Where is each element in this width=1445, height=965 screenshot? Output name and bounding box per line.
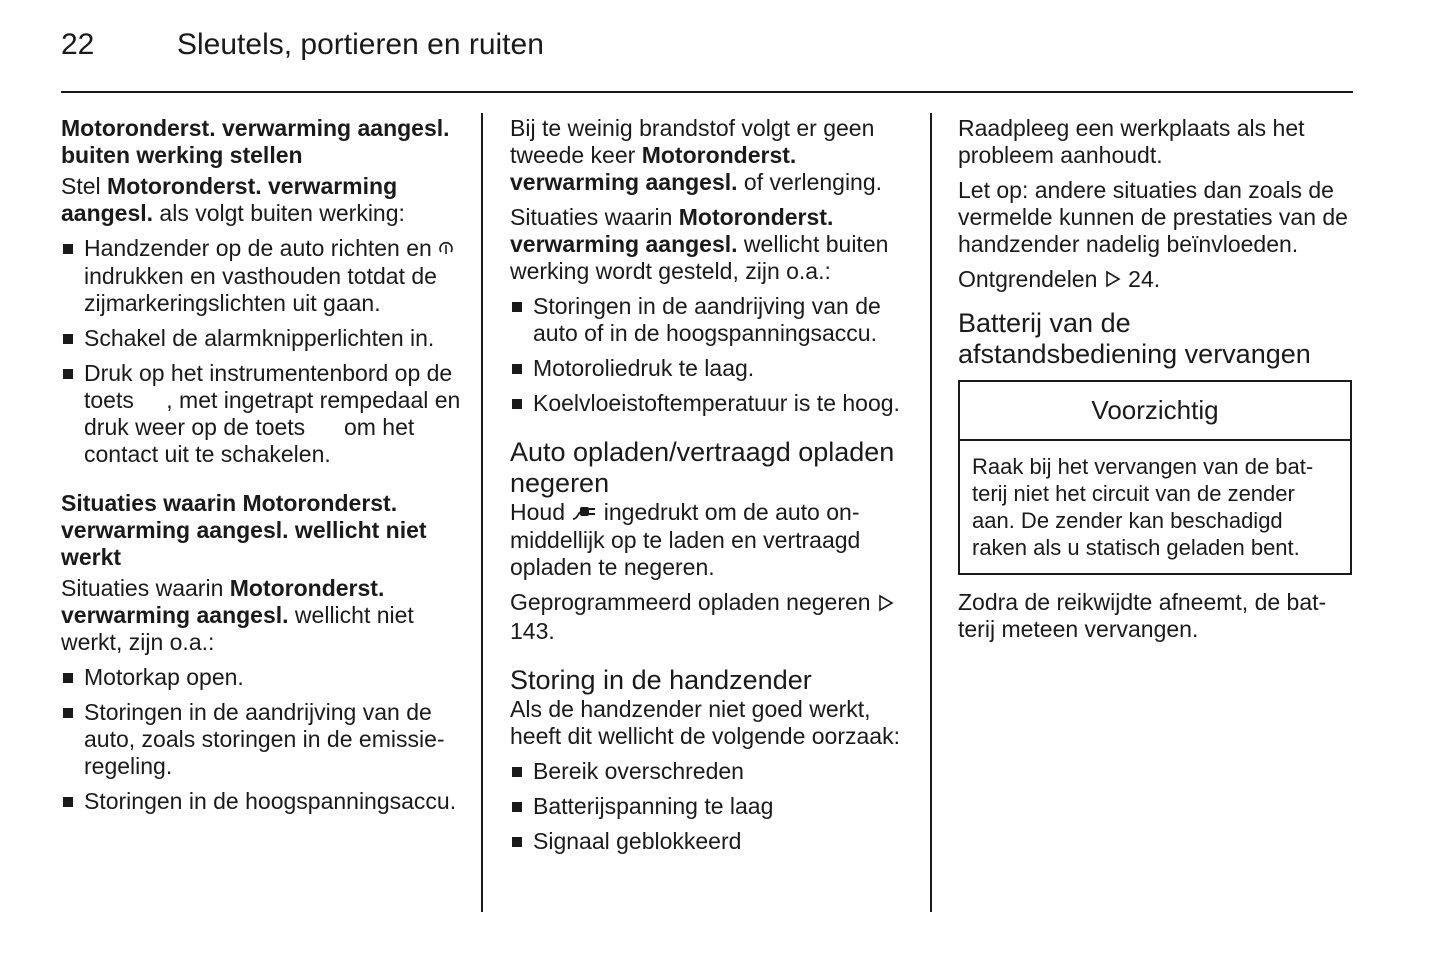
page-reference-icon: [1104, 267, 1122, 294]
text: Houd: [510, 499, 572, 525]
text: Bij te weinig brandstof volgt er geen tweede keer: [510, 115, 875, 168]
paragraph: [61, 575, 461, 656]
section-heading: Batterij van de afstandsbediening vervangen: [958, 308, 1311, 370]
text: Geprogrammeerd opladen negeren: [510, 589, 877, 616]
text: Motorkap open.: [84, 664, 244, 691]
bullet-icon: [63, 369, 73, 379]
text: Druk op het instrumentenbord op de toets: [84, 360, 453, 414]
text: Handzender op de auto richten en: [84, 235, 439, 261]
paragraph: [510, 204, 910, 285]
paragraph: [510, 589, 910, 644]
paragraph: [510, 499, 910, 581]
section-heading: Auto opladen/vertraagd opladen negeren: [510, 437, 895, 498]
list-item: [61, 360, 461, 468]
text: Storingen in de hoogspanningsaccu.: [84, 788, 457, 815]
text: om het contact uit te schakelen.: [84, 414, 415, 468]
column-1: [61, 115, 461, 823]
paragraph: Als de handzender niet goed werkt, heeft dit wellicht de volgende oorzaak:: [510, 695, 900, 749]
page-header: [61, 28, 1353, 68]
bullet-icon: [63, 708, 73, 718]
bullet-list: [510, 293, 910, 417]
paragraph: Zodra de reikwijdte afneemt, de batterij meteen vervangen.: [958, 589, 1327, 643]
paragraph: Let op: andere situaties dan zoals de vermelde kunnen de prestaties van de handzender nadelig beïnvloeden.: [958, 177, 1348, 257]
text: Batterijspanning te laag: [533, 792, 774, 819]
paragraph: Raadpleeg een werkplaats als het probleem aanhoudt.: [958, 115, 1305, 168]
header-rule: [61, 91, 1353, 93]
text: wellicht niet werkt, zijn o.a.:: [61, 602, 414, 656]
section-heading: Storing in de handzender: [510, 664, 812, 695]
text: indrukken en vasthouden totdat de zijmarkeringslichten uit gaan.: [84, 263, 437, 317]
page-link[interactable]: 24.: [1128, 266, 1161, 292]
section-heading: Motoronderst. verwarming aangesl. buiten werking stellen: [61, 115, 450, 168]
bullet-icon: [512, 302, 522, 312]
text: Motoroliedruk te laag.: [533, 355, 755, 381]
bullet-icon: [512, 802, 522, 812]
bullet-icon: [63, 334, 73, 344]
caution-title: Voorzichtig: [960, 382, 1350, 441]
text: Ontgrendelen: [958, 266, 1104, 292]
page-link[interactable]: 143.: [510, 617, 555, 644]
section-heading: Situaties waarin Motoronderst. verwarming aangesl. wellicht niet werkt: [61, 490, 427, 571]
text: wellicht buiten werking wordt gesteld, zijn o.a.:: [510, 231, 889, 284]
text: of verlenging.: [737, 169, 883, 195]
text: Schakel de alarmknipperlichten in.: [84, 325, 435, 352]
paragraph: [510, 115, 910, 196]
list-item: [510, 390, 910, 417]
bullet-icon: [512, 399, 522, 409]
bold-text: Motoronderst. verwarming aangesl.: [510, 204, 834, 257]
charge-plug-icon: [571, 500, 597, 527]
list-item: [61, 235, 461, 317]
page-number: 22: [61, 28, 95, 61]
page-title: Sleutels, portieren en ruiten: [177, 28, 544, 61]
list-item: [61, 664, 461, 691]
bullet-icon: [63, 673, 73, 683]
text: Storingen in de aandrijving van de auto of in de hoogspanningsaccu.: [533, 293, 881, 346]
bullet-icon: [512, 364, 522, 374]
column-2: [510, 115, 910, 863]
text: Bereik overschreden: [533, 757, 744, 784]
bullet-icon: [512, 767, 522, 777]
caution-body: Raak bij het vervangen van de batterij niet het circuit van de zender aan. De zender kan beschadigd raken als u statisch geladen bent.: [972, 454, 1314, 561]
text: Situaties waarin: [61, 575, 230, 602]
column-3: [958, 115, 1353, 651]
column-divider: [481, 113, 483, 912]
text: ingedrukt om de auto onmiddellijk op te laden en vertraagd opladen te negeren.: [510, 499, 861, 581]
text: Situaties waarin: [510, 204, 679, 230]
unlock-button-icon: [438, 236, 454, 263]
page-reference-icon: [877, 591, 895, 618]
text: Storingen in de aandrijving van de auto, zoals storingen in de emissieregeling.: [84, 699, 445, 780]
list-item: [61, 699, 461, 780]
bullet-list: [61, 664, 461, 815]
bullet-icon: [512, 837, 522, 847]
list-item: [61, 325, 461, 352]
bold-text: Motoronderst. verwarming aangesl.: [61, 575, 385, 629]
text: Signaal geblokkeerd: [533, 827, 742, 854]
bullet-icon: [63, 797, 73, 807]
text: Koelvloeistoftemperatuur is te hoog.: [533, 390, 900, 416]
bold-text: Motoronderst. verwarming aangesl.: [61, 173, 398, 226]
list-item: [510, 793, 910, 820]
caution-box: [958, 380, 1352, 575]
bold-text: Motoronderst. verwarming aangesl.: [510, 142, 797, 195]
list-item: [61, 788, 461, 815]
bullet-list: [61, 235, 461, 468]
text: Stel: [61, 173, 108, 199]
paragraph: [61, 173, 461, 227]
list-item: [510, 293, 910, 347]
paragraph: [958, 266, 1353, 294]
list-item: [510, 828, 910, 855]
column-divider: [930, 113, 932, 912]
text: als volgt buiten werking:: [153, 200, 405, 226]
list-item: [510, 355, 910, 382]
bullet-list: [510, 758, 910, 855]
list-item: [510, 758, 910, 785]
text: , met ingetrapt rempedaal en druk weer op de toets: [84, 387, 461, 441]
bullet-icon: [63, 244, 73, 254]
